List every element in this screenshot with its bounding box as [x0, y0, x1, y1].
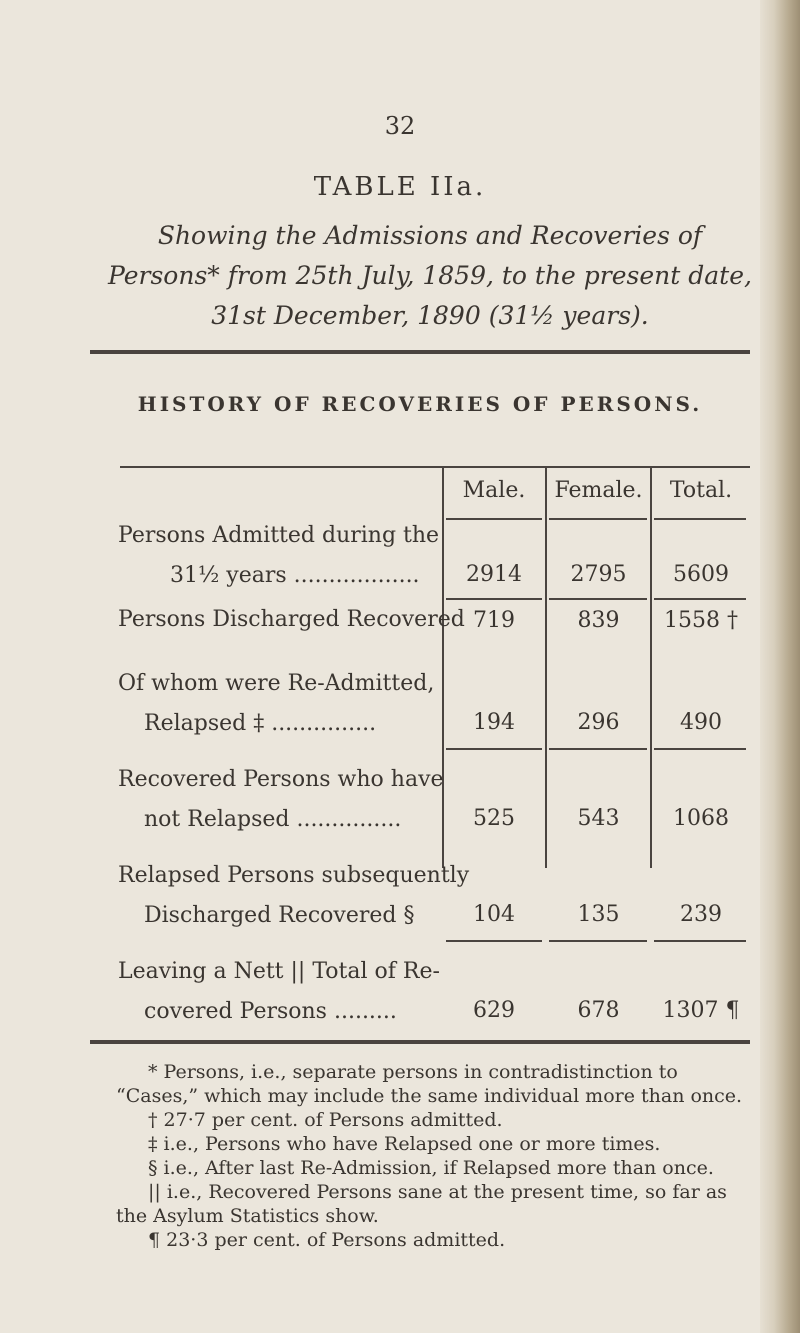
- cell-female: 135: [577, 902, 620, 927]
- subtotal-rule: [446, 748, 542, 750]
- cell-total: 1307 ¶: [662, 998, 740, 1023]
- subtotal-rule: [549, 598, 647, 600]
- bottom-rule: [90, 1040, 750, 1044]
- footnote: ¶ 23·3 per cent. of Persons admitted.: [148, 1229, 506, 1251]
- cell-male: 2914: [466, 562, 522, 587]
- footnote: † 27·7 per cent. of Persons admitted.: [148, 1109, 503, 1131]
- footnote: * Persons, i.e., separate persons in contradistinction to “Cases,” which may include the same individual more than once.: [116, 1061, 743, 1107]
- cell-male: 194: [473, 710, 515, 735]
- table-title: TABLE IIa.: [313, 172, 487, 202]
- footnote: § i.e., After last Re-Admission, if Relapsed more than once.: [148, 1157, 714, 1179]
- footnote: || i.e., Recovered Persons sane at the present time, so far as the Asylum Statistics show.: [116, 1181, 727, 1227]
- cell-male: 629: [473, 998, 515, 1023]
- subtotal-rule: [654, 940, 746, 942]
- column-header-female: Female.: [554, 478, 643, 503]
- table-top-rule: [120, 466, 750, 468]
- cell-male: 525: [473, 806, 515, 831]
- cell-total: 490: [680, 710, 722, 735]
- page-number: 32: [384, 112, 416, 140]
- row-label: Relapsed Persons subsequently Discharged Recovered §: [118, 863, 470, 928]
- cell-male: 104: [473, 902, 515, 927]
- header-rule: [549, 518, 647, 520]
- cell-female: 2795: [570, 562, 627, 587]
- top-rule: [90, 350, 750, 354]
- cell-male: 719: [473, 608, 515, 633]
- subtotal-rule: [654, 748, 746, 750]
- section-title: HISTORY OF RECOVERIES OF PERSONS.: [137, 392, 703, 416]
- column-header-total: Total.: [669, 478, 733, 503]
- footnotes: [116, 1060, 746, 1252]
- column-header-male: Male.: [462, 478, 526, 503]
- row-label: Persons Discharged Recovered: [118, 607, 465, 632]
- row-label: Persons Admitted during the 31½ years ..................: [118, 523, 440, 588]
- cell-female: 296: [577, 710, 620, 735]
- cell-female: 543: [577, 806, 620, 831]
- subtotal-rule: [549, 748, 647, 750]
- row-label: Recovered Persons who have not Relapsed ...............: [118, 767, 444, 832]
- cell-total: 1558 †: [664, 608, 738, 633]
- cell-female: 678: [577, 998, 620, 1023]
- row-label: Of whom were Re-Admitted, Relapsed ‡ ...............: [118, 671, 435, 736]
- header-rule: [446, 518, 542, 520]
- subtotal-rule: [549, 940, 647, 942]
- footnote: ‡ i.e., Persons who have Relapsed one or more times.: [148, 1133, 661, 1155]
- cell-total: 5609: [673, 562, 729, 587]
- header-rule: [654, 518, 746, 520]
- subtotal-rule: [446, 940, 542, 942]
- subtotal-rule: [654, 598, 746, 600]
- cell-total: 1068: [673, 806, 729, 831]
- cell-total: 239: [680, 902, 722, 927]
- table-subtitle: Showing the Admissions and Recoveries of Persons* from 25th July, 1859, to the present date, 31st December, 1890 (31½ years).: [108, 221, 752, 330]
- cell-female: 839: [577, 608, 620, 633]
- row-label: Leaving a Nett || Total of Re- covered Persons .........: [118, 959, 440, 1024]
